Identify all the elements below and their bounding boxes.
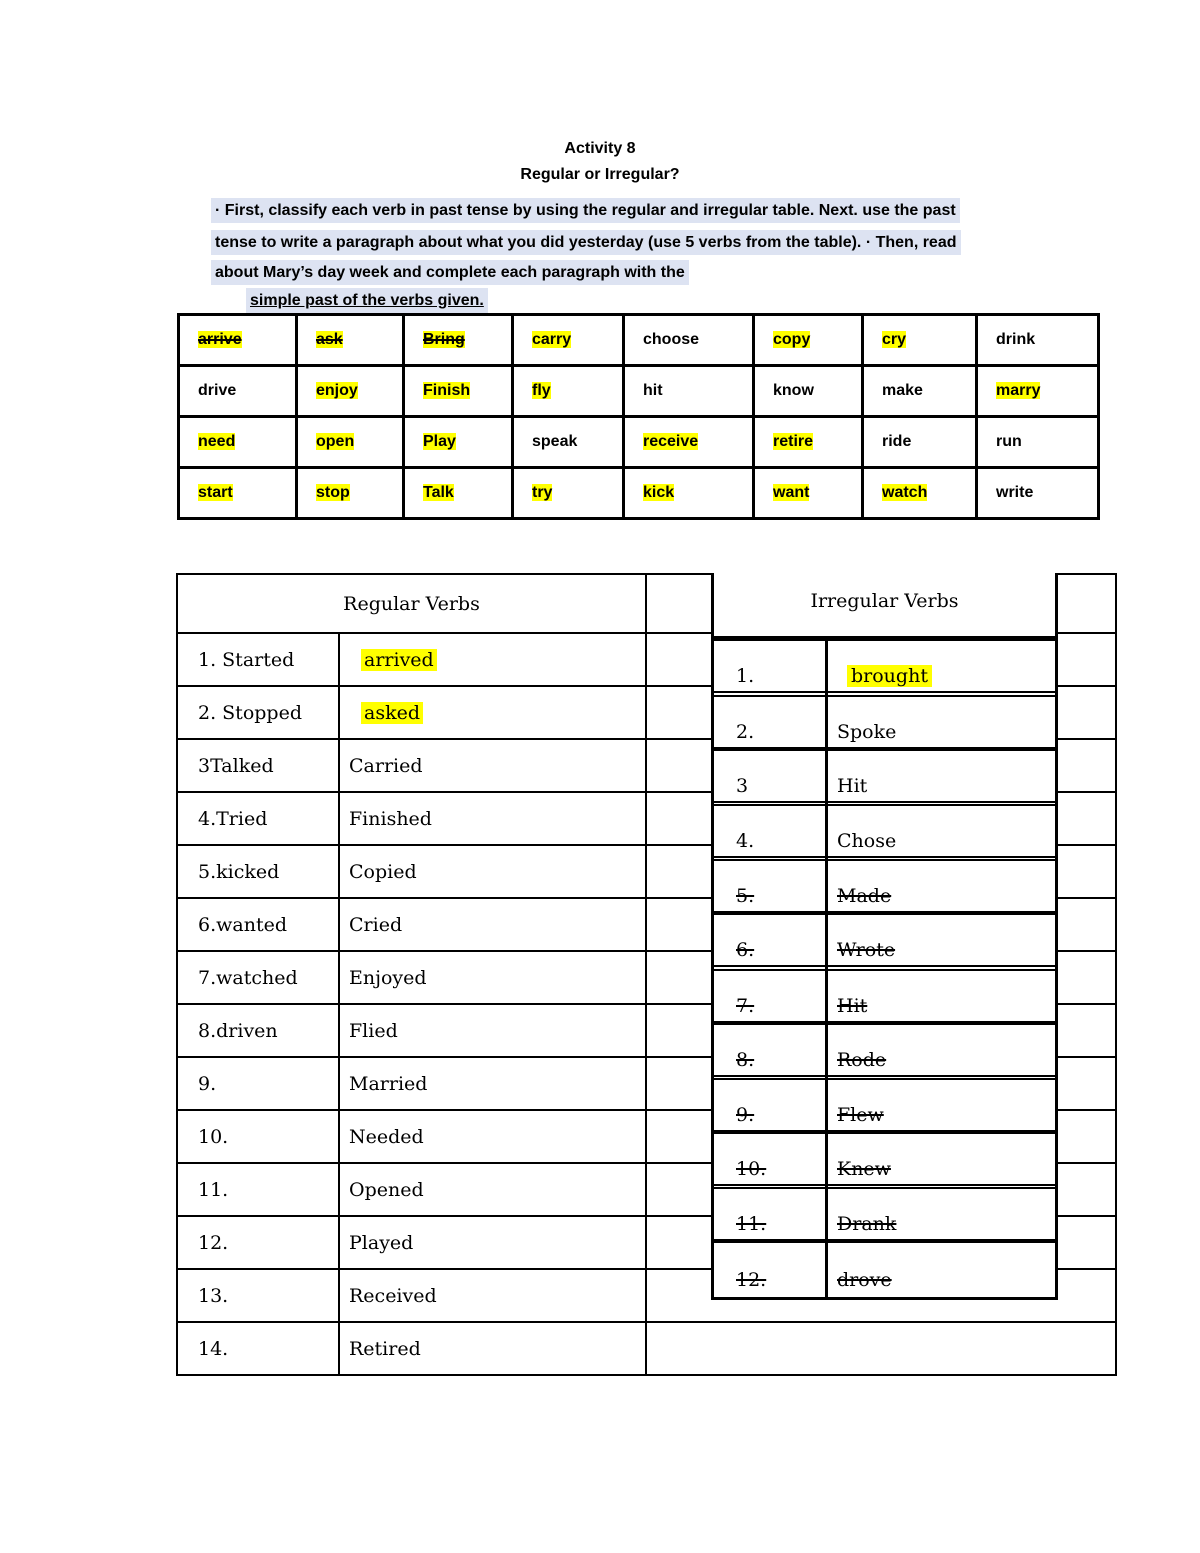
- regular-past-cell: Received: [339, 1269, 646, 1322]
- irregular-past-cell: Hit: [837, 995, 868, 1017]
- regular-past-cell: Cried: [339, 898, 646, 951]
- blank-cell: [646, 1322, 1116, 1375]
- table-row: [714, 1023, 1055, 1077]
- regular-base-cell: 5.kicked: [177, 845, 339, 898]
- table-row: [714, 859, 1055, 913]
- verb-cell: drink: [977, 315, 1099, 366]
- regular-verbs-heading: Regular Verbs: [177, 574, 646, 633]
- activity-title: Activity 8: [564, 140, 636, 157]
- blank-cell: [646, 574, 712, 633]
- irregular-past-cell: Spoke: [837, 721, 897, 743]
- verb-table: [177, 313, 1100, 520]
- regular-base-cell: 9.: [177, 1057, 339, 1110]
- verb-cell: cry: [863, 315, 977, 366]
- table-row: [714, 1132, 1055, 1186]
- irregular-number: 9.: [736, 1104, 755, 1126]
- verb-cell: carry: [513, 315, 624, 366]
- verb-cell: know: [754, 366, 863, 417]
- irregular-number: 5.: [736, 885, 755, 907]
- regular-past-cell: Opened: [339, 1163, 646, 1216]
- regular-past-cell: Needed: [339, 1110, 646, 1163]
- irregular-number: 7.: [736, 995, 755, 1017]
- irregular-past-cell: Drank: [837, 1213, 897, 1235]
- regular-base-cell: 10.: [177, 1110, 339, 1163]
- regular-past-cell: arrived: [339, 633, 646, 686]
- irregular-verbs-table: [711, 573, 1058, 1300]
- instructions-line-3: about Mary’s day week and complete each paragraph with the: [211, 262, 689, 284]
- irregular-number: 11.: [736, 1213, 767, 1235]
- regular-base-cell: 2. Stopped: [177, 686, 339, 739]
- regular-past-cell: Copied: [339, 845, 646, 898]
- regular-base-cell: 4.Tried: [177, 792, 339, 845]
- verb-cell: want: [754, 468, 863, 519]
- verb-cell: ask: [297, 315, 404, 366]
- instructions-line-1: · First, classify each verb in past tense by using the regular and irregular table. Next. use the past: [211, 200, 960, 222]
- irregular-past-cell: Knew: [837, 1158, 891, 1180]
- verb-cell: copy: [754, 315, 863, 366]
- verb-cell: hit: [624, 366, 754, 417]
- irregular-past-cell: drove: [837, 1269, 892, 1291]
- verb-cell: need: [179, 417, 297, 468]
- irregular-number: 3: [736, 775, 749, 797]
- regular-past-cell: Finished: [339, 792, 646, 845]
- verb-cell: Talk: [404, 468, 513, 519]
- table-row: [714, 639, 1055, 693]
- irregular-past-cell: Rode: [837, 1049, 887, 1071]
- table-row: [714, 1187, 1055, 1241]
- regular-base-cell: 11.: [177, 1163, 339, 1216]
- verb-row: [179, 366, 1099, 417]
- irregular-number: 6.: [736, 939, 755, 961]
- verb-cell: try: [513, 468, 624, 519]
- verb-row: [179, 417, 1099, 468]
- irregular-past-cell: brought: [837, 665, 932, 687]
- verb-cell: Finish: [404, 366, 513, 417]
- verb-row: [179, 468, 1099, 519]
- irregular-number: 12.: [736, 1269, 767, 1291]
- table-row: [177, 1322, 1116, 1375]
- verb-cell: choose: [624, 315, 754, 366]
- verb-cell: marry: [977, 366, 1099, 417]
- table-row: [714, 913, 1055, 967]
- regular-base-cell: 8.driven: [177, 1004, 339, 1057]
- verb-cell: run: [977, 417, 1099, 468]
- regular-base-cell: 12.: [177, 1216, 339, 1269]
- irregular-verbs-heading: Irregular Verbs: [714, 573, 1055, 639]
- table-row: [714, 1078, 1055, 1132]
- regular-base-cell: 6.wanted: [177, 898, 339, 951]
- verb-cell: kick: [624, 468, 754, 519]
- irregular-number: 2.: [736, 721, 755, 743]
- irregular-past-cell: Hit: [837, 775, 868, 797]
- regular-base-cell: 1. Started: [177, 633, 339, 686]
- irregular-past-cell: Flew: [837, 1104, 884, 1126]
- regular-past-cell: Played: [339, 1216, 646, 1269]
- verb-cell: enjoy: [297, 366, 404, 417]
- regular-past-cell: Flied: [339, 1004, 646, 1057]
- verb-cell: open: [297, 417, 404, 468]
- verb-cell: ride: [863, 417, 977, 468]
- regular-past-cell: Carried: [339, 739, 646, 792]
- regular-past-cell: Married: [339, 1057, 646, 1110]
- verb-cell: arrive: [179, 315, 297, 366]
- instructions-line-4: simple past of the verbs given.: [246, 290, 488, 312]
- irregular-past-cell: Wrote: [837, 939, 896, 961]
- verb-cell: receive: [624, 417, 754, 468]
- verb-cell: make: [863, 366, 977, 417]
- regular-base-cell: 3Talked: [177, 739, 339, 792]
- verb-cell: retire: [754, 417, 863, 468]
- regular-past-cell: asked: [339, 686, 646, 739]
- regular-past-cell: Enjoyed: [339, 951, 646, 1004]
- regular-base-cell: 14.: [177, 1322, 339, 1375]
- regular-base-cell: 13.: [177, 1269, 339, 1322]
- regular-past-cell: Retired: [339, 1322, 646, 1375]
- table-row: [714, 804, 1055, 858]
- verb-cell: watch: [863, 468, 977, 519]
- irregular-past-cell: Made: [837, 885, 892, 907]
- irregular-past-cell: Chose: [837, 830, 897, 852]
- table-row: [714, 1241, 1055, 1295]
- table-row: [714, 969, 1055, 1023]
- verb-cell: speak: [513, 417, 624, 468]
- verb-row: [179, 315, 1099, 366]
- table-row: [714, 695, 1055, 749]
- activity-subtitle: Regular or Irregular?: [520, 166, 680, 183]
- verb-cell: drive: [179, 366, 297, 417]
- verb-cell: write: [977, 468, 1099, 519]
- irregular-number: 4.: [736, 830, 755, 852]
- verb-cell: start: [179, 468, 297, 519]
- irregular-number: 8.: [736, 1049, 755, 1071]
- table-row: [714, 749, 1055, 803]
- verb-cell: Bring: [404, 315, 513, 366]
- instructions-line-2: tense to write a paragraph about what you did yesterday (use 5 verbs from the table). · Then, read: [211, 232, 961, 254]
- irregular-number: 1.: [736, 665, 755, 687]
- regular-base-cell: 7.watched: [177, 951, 339, 1004]
- irregular-number: 10.: [736, 1158, 767, 1180]
- verb-cell: stop: [297, 468, 404, 519]
- verb-cell: fly: [513, 366, 624, 417]
- verb-cell: Play: [404, 417, 513, 468]
